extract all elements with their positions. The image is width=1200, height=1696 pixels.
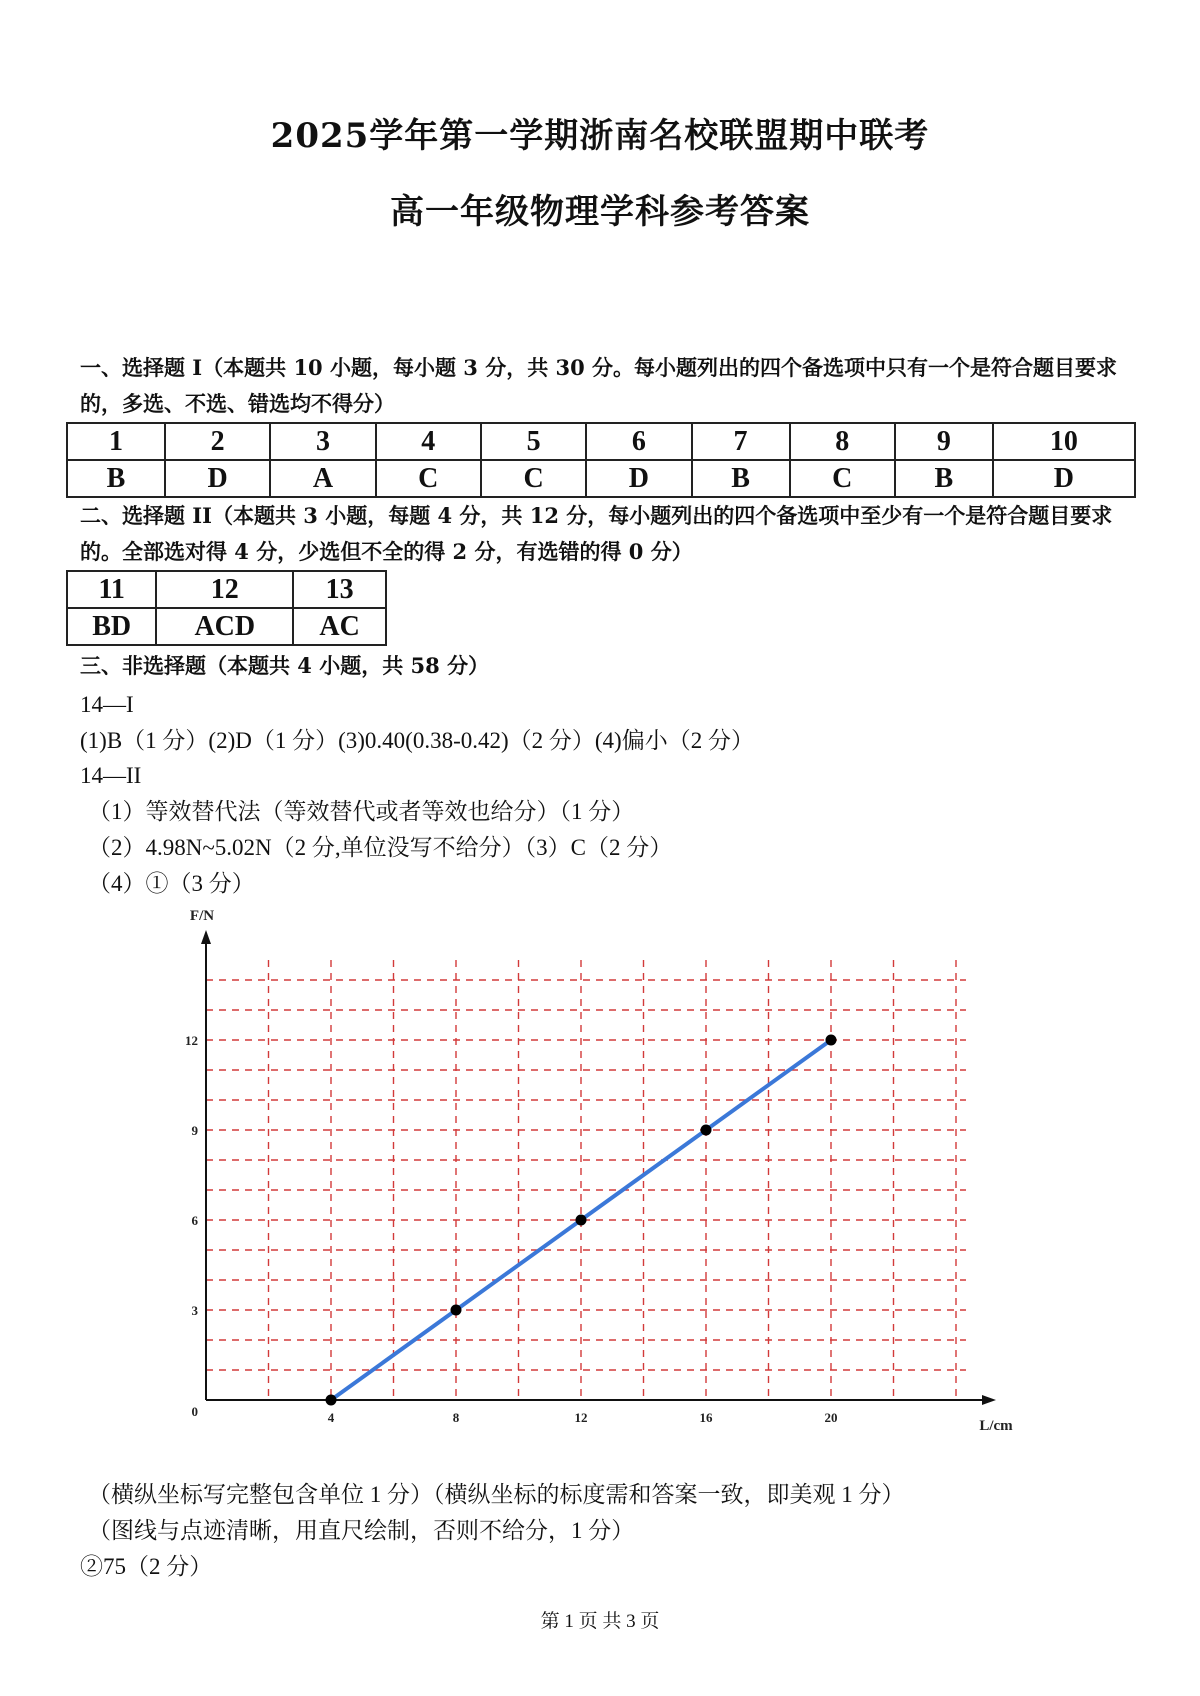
answer-cell: B	[67, 460, 165, 497]
x-tick-label: 8	[452, 1410, 460, 1425]
answer-cell: B	[895, 460, 993, 497]
page-title: 2025学年第一学期浙南名校联盟期中联考	[270, 116, 930, 156]
answer-cell: C	[481, 460, 586, 497]
x-tick-label: 16	[699, 1410, 713, 1425]
question-number: 2	[165, 423, 270, 460]
question-number: 13	[293, 571, 386, 608]
data-point	[826, 1035, 837, 1046]
table-row-answers	[67, 608, 386, 645]
question-number: 5	[481, 423, 586, 460]
grading-note-axes: （横纵坐标写完整包含单位 1 分）（横纵坐标的标度需和答案一致，即美观 1 分）	[88, 1482, 905, 1507]
y-tick-label: 9	[191, 1123, 198, 1138]
answer-cell: C	[376, 460, 481, 497]
f-l-graph	[150, 908, 1030, 1450]
answer-cell: D	[993, 460, 1135, 497]
question-number: 6	[586, 423, 691, 460]
y-tick-label: 3	[191, 1303, 198, 1318]
axes	[201, 930, 996, 1405]
origin-label: 0	[191, 1404, 198, 1419]
table-row-numbers	[67, 571, 386, 608]
data-point	[576, 1215, 587, 1226]
data-point	[326, 1395, 337, 1406]
section3-heading: 三、非选择题（本题共 4 小题，共 58 分）	[80, 653, 490, 678]
y-tick-label: 6	[191, 1213, 198, 1228]
answer-cell: ACD	[156, 608, 293, 645]
question-number: 8	[790, 423, 895, 460]
section1-answer-table	[66, 422, 1136, 498]
x-axis-title: L/cm	[979, 1418, 1013, 1434]
question-number: 7	[692, 423, 790, 460]
grid	[206, 960, 966, 1400]
x-tick-label: 12	[574, 1410, 588, 1425]
y-axis-title: F/N	[189, 908, 215, 924]
answer-cell: BD	[67, 608, 156, 645]
question-number: 11	[67, 571, 156, 608]
question-14-2-label: 14—II	[80, 763, 142, 788]
question-14-2-part2: （2）4.98N~5.02N（2 分,单位没写不给分）（3）C（2 分）	[88, 835, 673, 860]
question-number: 3	[270, 423, 375, 460]
x-axis-arrow	[982, 1395, 996, 1405]
x-tick-label: 4	[327, 1410, 335, 1425]
question-14-1-label: 14—I	[80, 692, 134, 717]
answer-cell: D	[586, 460, 691, 497]
answer-cell: B	[692, 460, 790, 497]
table-row-numbers	[67, 423, 1135, 460]
question-number: 4	[376, 423, 481, 460]
grading-note-line: （图线与点迹清晰，用直尺绘制，否则不给分，1 分）	[88, 1518, 635, 1543]
question-14-1-answers: (1)B（1 分）(2)D（1 分）(3)0.40(0.38-0.42)（2 分）(4)偏小（2 分）	[80, 728, 754, 753]
section1-heading: 一、选择题 I（本题共 10 小题，每小题 3 分，共 30 分。每小题列出的四个备选项中只有一个是符合题目要求的，多选、不选、错选均不得分）	[80, 355, 1118, 416]
answer-cell: A	[270, 460, 375, 497]
question-number: 10	[993, 423, 1135, 460]
x-tick-label: 20	[824, 1410, 838, 1425]
table-row-answers	[67, 460, 1135, 497]
page-footer: 第 1 页 共 3 页	[540, 1611, 660, 1632]
y-tick-label: 12	[185, 1033, 198, 1048]
section2-answer-table	[66, 570, 387, 646]
y-axis-arrow	[201, 930, 211, 944]
question-number: 12	[156, 571, 293, 608]
answer-cell: AC	[293, 608, 386, 645]
answer-cell: C	[790, 460, 895, 497]
data-point	[451, 1305, 462, 1316]
question-14-2-part4: （4）①（3 分）	[88, 871, 255, 896]
answer-part2: ②75（2 分）	[80, 1554, 213, 1579]
section2-heading: 二、选择题 II（本题共 3 小题，每题 4 分，共 12 分，每小题列出的四个备选项中至少有一个是符合题目要求的。全部选对得 4 分，少选但不全的得 2 分，有选错的得 0 分）	[80, 503, 1113, 564]
answer-cell: D	[165, 460, 270, 497]
data-point	[701, 1125, 712, 1136]
question-number: 1	[67, 423, 165, 460]
page-subtitle: 高一年级物理学科参考答案	[390, 192, 810, 232]
question-14-2-part1: （1）等效替代法（等效替代或者等效也给分）（1 分）	[88, 799, 635, 824]
question-number: 9	[895, 423, 993, 460]
axis-labels	[185, 908, 1013, 1434]
